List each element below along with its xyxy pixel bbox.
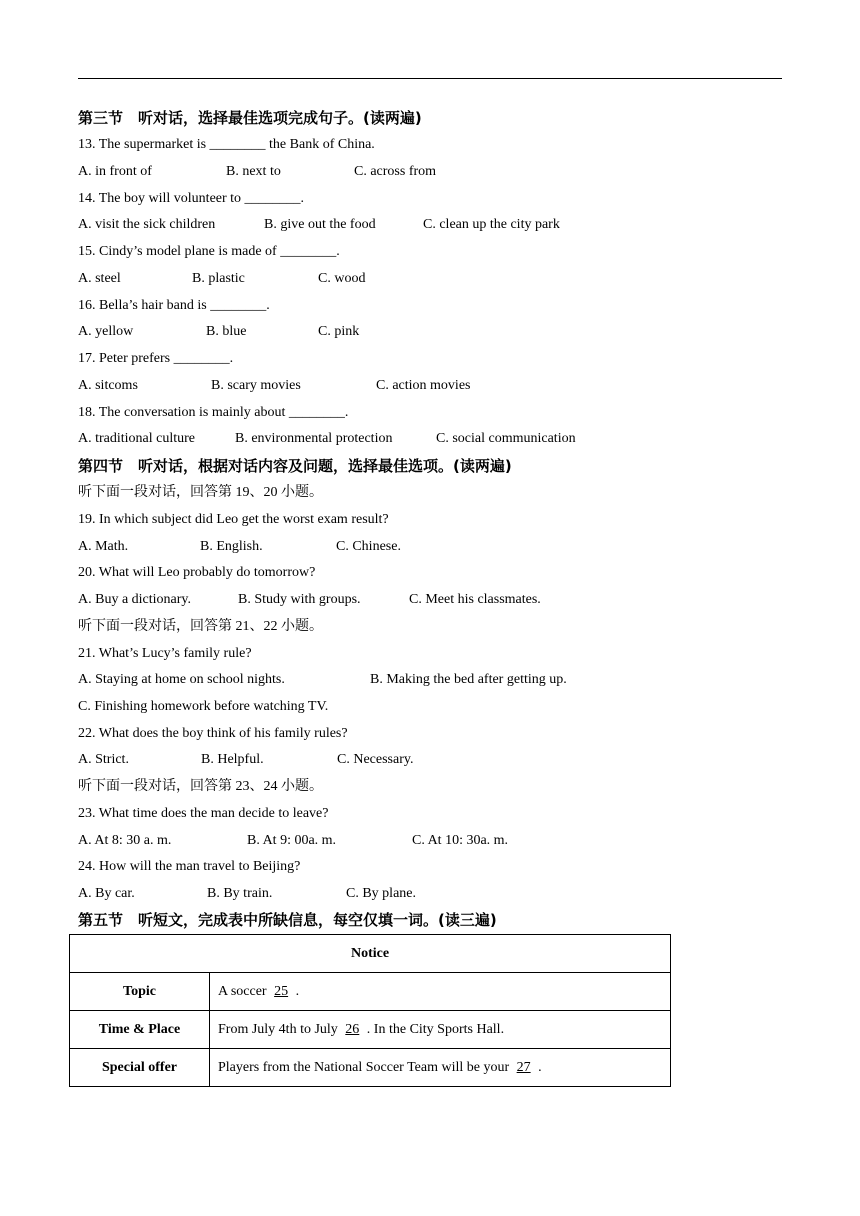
option-c[interactable]: C. action movies [376, 378, 471, 393]
option-a[interactable]: A. Buy a dictionary. [78, 592, 192, 607]
option-c[interactable]: C. At 10: 30a. m. [412, 833, 509, 848]
question-19: 19. In which subject did Leo get the worst exam result? [78, 512, 389, 527]
row-label-topic: Topic [70, 973, 210, 1011]
option-c[interactable]: C. wood [318, 271, 366, 286]
options-16 [78, 322, 778, 342]
top-divider [78, 78, 782, 79]
section5-heading: 第五节 听短文，完成表中所缺信息，每空仅填一词。(读三遍) [78, 911, 497, 929]
option-c[interactable]: C. Meet his classmates. [409, 592, 541, 607]
content-text: . In the City Sports Hall. [363, 1021, 505, 1037]
options-18 [78, 429, 778, 449]
row-label-special-offer: Special offer [70, 1049, 210, 1087]
option-a[interactable]: A. Staying at home on school nights. [78, 672, 285, 687]
dialogue-intro-19-20: 听下面一段对话，回答第 19、20 小题。 [78, 485, 323, 500]
option-a[interactable]: A. in front of [78, 164, 152, 179]
option-b[interactable]: B. blue [206, 324, 247, 339]
option-b[interactable]: B. By train. [207, 886, 273, 901]
question-20: 20. What will Leo probably do tomorrow? [78, 565, 316, 580]
question-17: 17. Peter prefers ________. [78, 351, 234, 366]
dialogue-intro-21-22: 听下面一段对话，回答第 21、22 小题。 [78, 619, 323, 634]
options-15 [78, 269, 778, 289]
question-23: 23. What time does the man decide to leave? [78, 806, 329, 821]
table-row [70, 973, 671, 1011]
options-19 [78, 537, 778, 557]
table-row [70, 1049, 671, 1087]
option-c[interactable]: C. social communication [436, 431, 576, 446]
option-c[interactable]: C. pink [318, 324, 360, 339]
option-c[interactable]: C. across from [354, 164, 437, 179]
options-14 [78, 215, 778, 235]
options-21 [78, 670, 778, 690]
option-c[interactable]: C. Necessary. [337, 752, 414, 767]
option-b[interactable]: B. Study with groups. [238, 592, 361, 607]
option-b[interactable]: B. At 9: 00a. m. [247, 833, 337, 848]
question-13: 13. The supermarket is ________ the Bank of China. [78, 137, 375, 152]
option-b[interactable]: B. environmental protection [235, 431, 393, 446]
option-a[interactable]: A. By car. [78, 886, 135, 901]
question-15: 15. Cindy’s model plane is made of ________. [78, 244, 340, 259]
answer-blank-25[interactable]: 25 [274, 983, 289, 999]
option-a[interactable]: A. traditional culture [78, 431, 196, 446]
question-24: 24. How will the man travel to Beijing? [78, 859, 301, 874]
question-22: 22. What does the boy think of his family rules? [78, 726, 348, 741]
options-13 [78, 162, 778, 182]
row-content-special-offer [210, 1049, 671, 1087]
option-b[interactable]: B. scary movies [211, 378, 301, 393]
question-21: 21. What’s Lucy’s family rule? [78, 646, 252, 661]
option-c[interactable]: C. Chinese. [336, 539, 401, 554]
option-a[interactable]: A. Math. [78, 539, 129, 554]
table-row [70, 935, 671, 973]
option-b[interactable]: B. next to [226, 164, 281, 179]
options-22 [78, 750, 778, 770]
option-a[interactable]: A. sitcoms [78, 378, 138, 393]
option-c[interactable]: C. clean up the city park [423, 217, 560, 232]
notice-title: Notice [70, 935, 671, 973]
table-row [70, 1011, 671, 1049]
options-20 [78, 590, 778, 610]
option-b[interactable]: B. Helpful. [201, 752, 264, 767]
option-a[interactable]: A. Strict. [78, 752, 129, 767]
question-16: 16. Bella’s hair band is ________. [78, 298, 270, 313]
answer-blank-27[interactable]: 27 [516, 1059, 531, 1075]
options-23 [78, 831, 778, 851]
option-a[interactable]: A. yellow [78, 324, 134, 339]
notice-table [69, 934, 671, 1087]
option-b[interactable]: B. give out the food [264, 217, 376, 232]
content-text: From July 4th to July [218, 1021, 342, 1037]
row-content-topic [210, 973, 671, 1011]
option-b[interactable]: B. English. [200, 539, 263, 554]
options-17 [78, 376, 778, 396]
content-text: Players from the National Soccer Team will be your [218, 1059, 513, 1075]
section4-heading: 第四节 听对话，根据对话内容及问题，选择最佳选项。(读两遍) [78, 457, 512, 475]
option-c[interactable]: C. By plane. [346, 886, 416, 901]
question-18: 18. The conversation is mainly about ________. [78, 405, 349, 420]
answer-blank-26[interactable]: 26 [345, 1021, 360, 1037]
row-content-time-place [210, 1011, 671, 1049]
content-text: . [534, 1059, 542, 1075]
content-text: . [292, 983, 300, 999]
section3-heading: 第三节 听对话，选择最佳选项完成句子。(读两遍) [78, 109, 422, 127]
option-a[interactable]: A. visit the sick children [78, 217, 216, 232]
question-14: 14. The boy will volunteer to ________. [78, 191, 305, 206]
option-c-21[interactable]: C. Finishing homework before watching TV. [78, 699, 329, 714]
option-a[interactable]: A. At 8: 30 a. m. [78, 833, 172, 848]
options-24 [78, 884, 778, 904]
option-b[interactable]: B. Making the bed after getting up. [370, 672, 567, 687]
option-a[interactable]: A. steel [78, 271, 121, 286]
option-b[interactable]: B. plastic [192, 271, 245, 286]
content-text: A soccer [218, 983, 271, 999]
row-label-time-place: Time & Place [70, 1011, 210, 1049]
dialogue-intro-23-24: 听下面一段对话，回答第 23、24 小题。 [78, 779, 323, 794]
